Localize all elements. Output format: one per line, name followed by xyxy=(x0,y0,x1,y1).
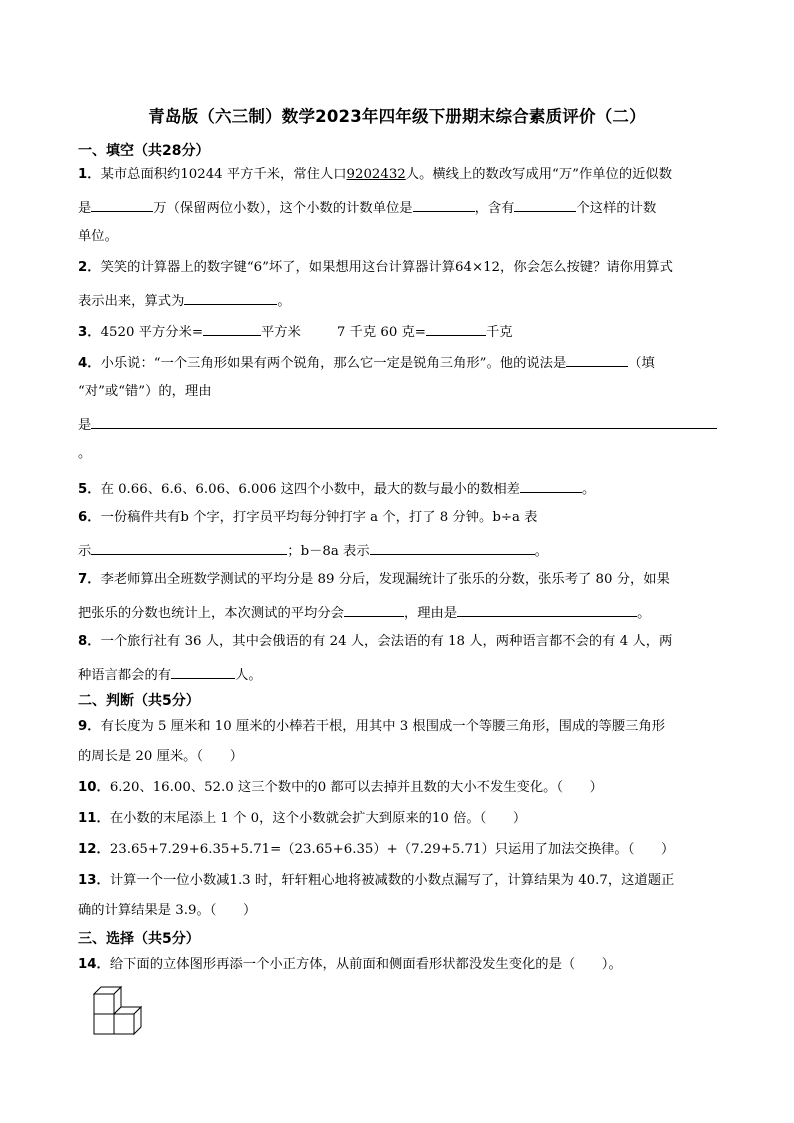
answer-blank[interactable] xyxy=(184,289,277,305)
q4-line2: “对”或“错”）的，理由 xyxy=(78,384,212,399)
answer-blank[interactable] xyxy=(171,663,235,679)
section-true-false: 二、判断（共5分） xyxy=(78,693,200,709)
answer-blank[interactable] xyxy=(344,601,404,617)
q2-line1: 2．笑笑的计算器上的数字键“6”坏了，如果想用这台计算器计算64×12，你会怎么按键？请你用算式 xyxy=(78,260,673,275)
answer-blank[interactable] xyxy=(370,539,535,555)
q13-line2: 确的计算结果是 3.9。（ ） xyxy=(78,903,257,918)
cube-figure xyxy=(92,985,154,1037)
q3-line: 3．4520 平方分米= 平方米 7 千克 60 克= 千克 xyxy=(78,320,513,343)
q7-line1: 7．李老师算出全班数学测试的平均分是 89 分后，发现漏统计了张乐的分数，张乐考了 80 分，如果 xyxy=(78,572,670,587)
section-multiple-choice: 三、选择（共5分） xyxy=(78,931,200,947)
cube-right-front xyxy=(114,1014,134,1034)
q14-line: 14．给下面的立体图形再添一个小正方体，从前面和侧面看形状都没发生变化的是（ ）。 xyxy=(78,957,622,972)
q9-line1: 9．有长度为 5 厘米和 10 厘米的小棒若干根，用其中 3 根围成一个等腰三角形，围成的等腰三角形 xyxy=(78,719,666,734)
q12-line: 12．23.65+7.29+6.35+5.71=（23.65+6.35）+（7.29+5.71）只运用了加法交换律。（ ） xyxy=(78,842,675,857)
answer-blank[interactable] xyxy=(520,477,582,493)
reason-blank[interactable] xyxy=(91,413,717,429)
q10-line: 10．6.20、16.00、52.0 这三个数中的0 都可以去掉并且数的大小不发生变化。（ ） xyxy=(78,780,603,795)
q1-line3: 单位。 xyxy=(78,229,118,244)
q1-line1: 1．某市总面积约10244 平方千米，常住人口9202432人。横线上的数改写成用“万”作单位的近似数 xyxy=(78,167,673,182)
q6-line2: 示 ；b－8a 表示 。 xyxy=(78,539,548,562)
q13-line1: 13．计算一个一位小数减1.3 时，轩轩粗心地将被减数的小数点漏写了，计算结果为 40.7，这道题正 xyxy=(78,873,675,888)
answer-blank[interactable] xyxy=(91,539,287,555)
answer-blank[interactable] xyxy=(426,320,486,336)
section-fill-in: 一、填空（共28分） xyxy=(78,143,210,159)
answer-blank[interactable] xyxy=(566,351,628,367)
q4-line4: 。 xyxy=(78,446,92,461)
answer-blank[interactable] xyxy=(413,196,475,212)
q11-line: 11．在小数的末尾添上 1 个 0，这个小数就会扩大到原来的10 倍。（ ） xyxy=(78,811,527,826)
q4-line1: 4．小乐说：“一个三角形如果有两个锐角，那么它一定是锐角三角形”。他的说法是 （填 xyxy=(78,351,655,374)
cube-top-front xyxy=(94,994,114,1014)
answer-blank[interactable] xyxy=(91,196,153,212)
answer-blank[interactable] xyxy=(203,320,261,336)
q1-line2: 是 万（保留两位小数），这个小数的计数单位是 ，含有 个这样的计数 xyxy=(78,196,656,219)
q7-line2: 把张乐的分数也统计上，本次测试的平均分会 ，理由是 。 xyxy=(78,601,650,624)
q9-line2: 的周长是 20 厘米。（ ） xyxy=(78,749,243,764)
q2-line2: 表示出来，算式为 。 xyxy=(78,289,291,312)
underlined-number: 9202432 xyxy=(346,167,406,182)
q4-line3: 是 xyxy=(78,413,717,436)
q6-line1: 6．一份稿件共有b 个字，打字员平均每分钟打字 a 个，打了 8 分钟。b÷a 表 xyxy=(78,510,538,525)
page-title: 青岛版（六三制）数学2023年四年级下册期末综合素质评价（二） xyxy=(148,107,646,126)
answer-blank[interactable] xyxy=(457,601,637,617)
answer-blank[interactable] xyxy=(514,196,576,212)
cube-left-front xyxy=(94,1014,114,1034)
q5-line: 5．在 0.66、6.6、6.06、6.006 这四个小数中，最大的数与最小的数相差 。 xyxy=(78,477,595,500)
q8-line2: 种语言都会的有 人。 xyxy=(78,663,262,686)
q8-line1: 8．一个旅行社有 36 人，其中会俄语的有 24 人，会法语的有 18 人，两种语言都不会的有 4 人，两 xyxy=(78,634,673,649)
